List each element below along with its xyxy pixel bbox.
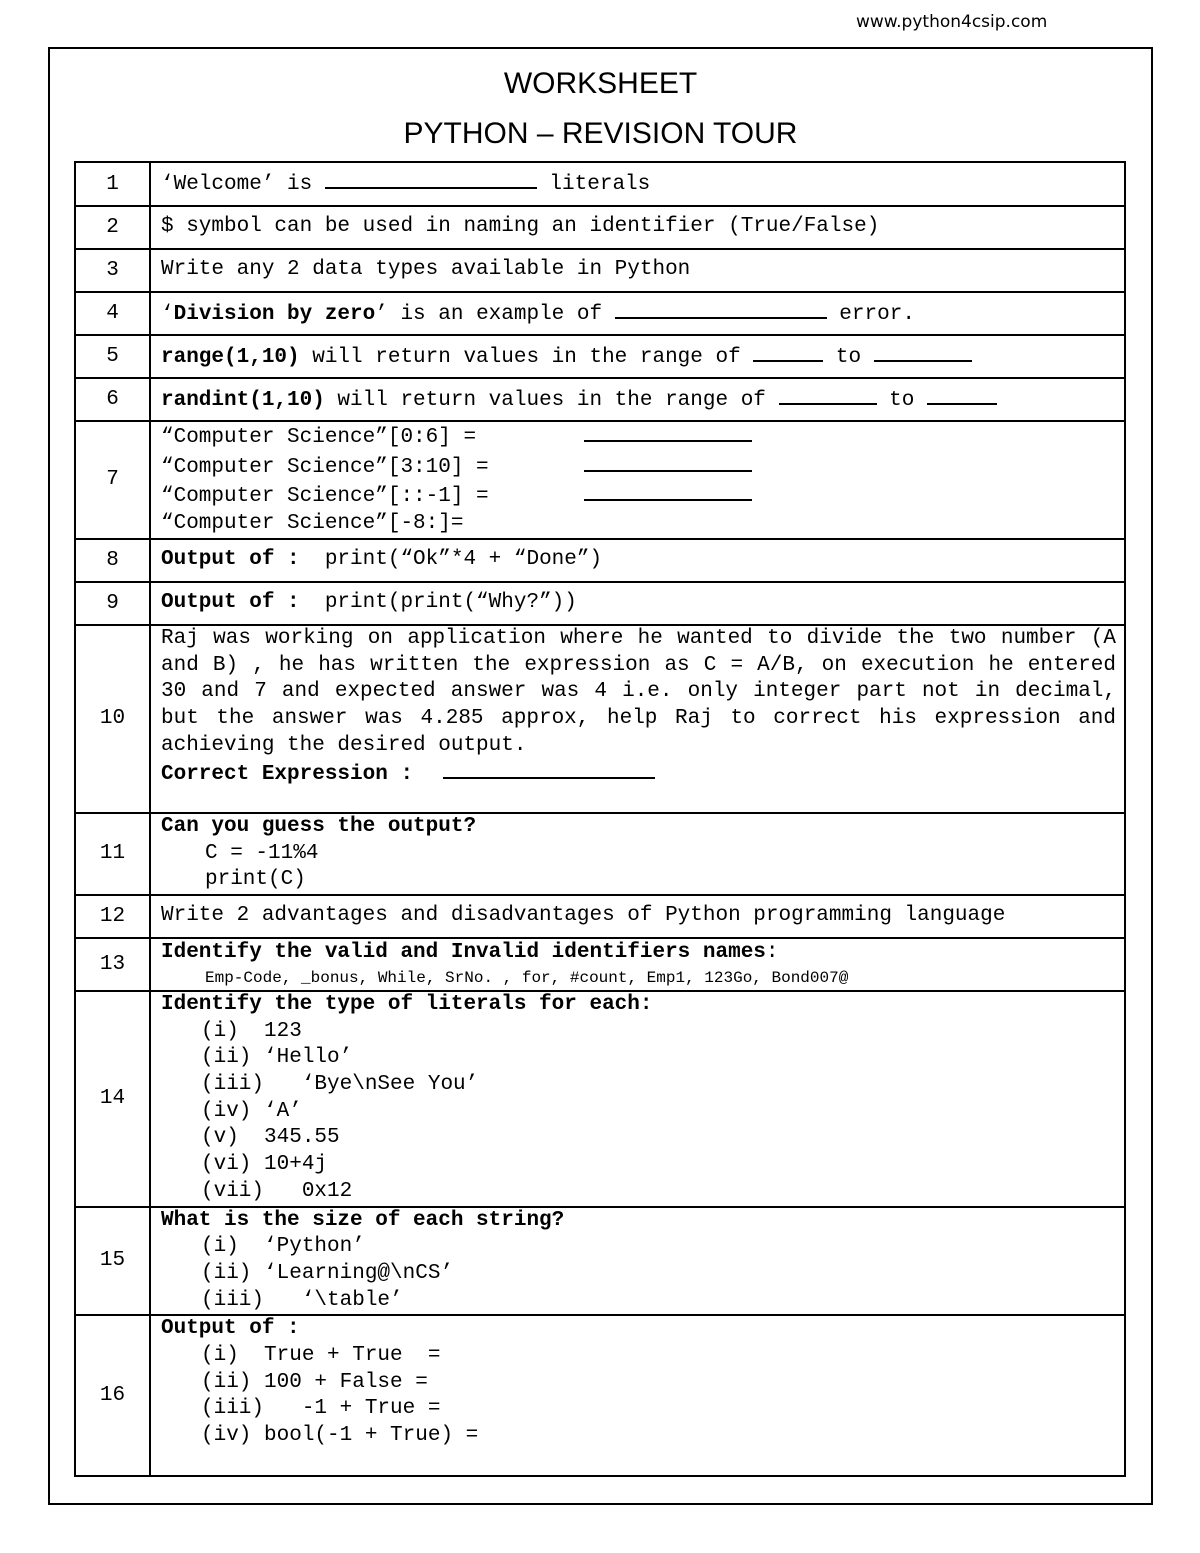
question-row-2 xyxy=(75,206,1125,249)
q9-code: print(print(“Why?”)) xyxy=(299,590,577,614)
q7-line xyxy=(161,452,1116,482)
question-row-8 xyxy=(75,539,1125,582)
q4-text-end: error. xyxy=(826,302,915,326)
answer-blank xyxy=(584,481,752,501)
question-number: 1 xyxy=(75,162,150,206)
question-number: 13 xyxy=(75,938,150,991)
question-text xyxy=(150,991,1125,1207)
q11-code-line: C = -11%4 xyxy=(205,841,319,865)
q5-text-mid: will return values in the range of xyxy=(299,345,754,369)
q6-text-mid: will return values in the range of xyxy=(324,388,779,412)
question-number: 16 xyxy=(75,1315,150,1476)
q4-bold-term: Division by zero xyxy=(173,302,376,326)
worksheet-subtitle: PYTHON – REVISION TOUR xyxy=(403,117,798,150)
q15-item: (ii) ‘Learning@\nCS’ xyxy=(201,1261,454,1285)
question-row-12 xyxy=(75,895,1125,938)
q8-code: print(“Ok”*4 + “Done”) xyxy=(299,547,603,571)
question-row-9 xyxy=(75,582,1125,625)
q7-expr: “Computer Science”[0:6] = xyxy=(161,426,477,449)
question-number: 10 xyxy=(75,625,150,813)
q8-label: Output of : xyxy=(161,547,300,571)
question-text xyxy=(150,335,1125,378)
question-row-13 xyxy=(75,938,1125,991)
q15-item: (i) ‘Python’ xyxy=(201,1235,365,1259)
question-number: 8 xyxy=(75,539,150,582)
q11-heading: Can you guess the output? xyxy=(161,814,477,838)
question-text xyxy=(150,1207,1125,1316)
q14-item: (iv) ‘A’ xyxy=(201,1099,302,1123)
q13-items: Emp-Code, _bonus, While, SrNo. , for, #count, Emp1, 123Go, Bond007@ xyxy=(205,968,849,987)
question-number: 12 xyxy=(75,895,150,938)
q16-item: (i) True + True = xyxy=(201,1344,441,1368)
q4-text-mid: ’ is an example of xyxy=(375,302,615,326)
question-text xyxy=(150,162,1125,206)
q15-heading: What is the size of each string? xyxy=(161,1208,565,1232)
site-url: www.python4csip.com xyxy=(856,12,1048,32)
question-text: Write any 2 data types available in Python xyxy=(150,249,1125,292)
q16-item: (iv) bool(-1 + True) = xyxy=(201,1424,479,1448)
question-text xyxy=(150,539,1125,582)
q16-item: (iii) -1 + True = xyxy=(201,1397,441,1421)
answer-blank xyxy=(325,169,537,189)
worksheet-frame xyxy=(48,47,1153,1505)
q14-item: (i) 123 xyxy=(201,1019,302,1043)
q16-item: (ii) 100 + False = xyxy=(201,1370,428,1394)
q16-heading: Output of : xyxy=(161,1317,300,1341)
question-number: 6 xyxy=(75,378,150,421)
question-text xyxy=(150,378,1125,421)
q14-item: (v) 345.55 xyxy=(201,1126,340,1150)
q13-heading-line xyxy=(161,940,1116,967)
answer-blank xyxy=(874,342,972,362)
q15-item: (iii) ‘\table’ xyxy=(201,1288,403,1312)
question-row-14 xyxy=(75,991,1125,1207)
question-text xyxy=(150,625,1125,813)
q6-bold-term: randint(1,10) xyxy=(161,388,325,412)
question-row-5 xyxy=(75,335,1125,378)
question-text: $ symbol can be used in naming an identifier (True/False) xyxy=(150,206,1125,249)
question-text xyxy=(150,292,1125,335)
q10-paragraph: Raj was working on application where he wanted to divide the two number (A and B) , he has written the expression as C = A/B, on execution he entered 30 and 7 and expected answer was 4 i.e. only integer part not in decimal, but the answer was 4.285 approx, help Raj to correct his expression and achieving the desired output. xyxy=(161,626,1116,757)
q4-quote-open: ‘ xyxy=(161,302,174,326)
answer-blank xyxy=(584,452,752,472)
q7-line xyxy=(161,481,1116,511)
question-number: 4 xyxy=(75,292,150,335)
question-text xyxy=(150,938,1125,991)
q1-text-start: ‘Welcome’ is xyxy=(161,173,325,197)
question-number: 2 xyxy=(75,206,150,249)
question-number: 11 xyxy=(75,813,150,895)
q7-line xyxy=(161,422,1116,452)
q13-colon: : xyxy=(765,941,779,965)
question-row-1 xyxy=(75,162,1125,206)
question-number: 5 xyxy=(75,335,150,378)
q1-text-end: literals xyxy=(536,173,651,197)
question-row-3 xyxy=(75,249,1125,292)
question-row-6 xyxy=(75,378,1125,421)
q14-item: (ii) ‘Hello’ xyxy=(201,1046,353,1070)
question-table xyxy=(74,161,1126,1477)
q10-answer-line xyxy=(161,759,1116,789)
q13-heading: Identify the valid and Invalid identifiers names xyxy=(161,941,766,965)
q7-line xyxy=(161,511,1116,538)
question-row-11 xyxy=(75,813,1125,895)
question-number: 3 xyxy=(75,249,150,292)
q5-to: to xyxy=(823,345,874,369)
q14-item: (iii) ‘Bye\nSee You’ xyxy=(201,1073,479,1097)
question-text xyxy=(150,582,1125,625)
q6-to: to xyxy=(876,388,927,412)
answer-blank xyxy=(443,759,655,779)
answer-blank xyxy=(779,385,877,405)
q14-item: (vii) 0x12 xyxy=(201,1179,353,1203)
question-number: 14 xyxy=(75,991,150,1207)
question-number: 9 xyxy=(75,582,150,625)
answer-blank xyxy=(615,299,827,319)
worksheet-title: WORKSHEET xyxy=(503,67,698,100)
q14-heading: Identify the type of literals for each: xyxy=(161,992,653,1016)
q7-expr: “Computer Science”[-8:]= xyxy=(161,512,464,536)
q7-expr: “Computer Science”[::-1] = xyxy=(161,485,489,509)
question-row-7 xyxy=(75,421,1125,539)
q9-label: Output of : xyxy=(161,590,300,614)
q14-item: (vi) 10+4j xyxy=(201,1153,328,1177)
answer-blank xyxy=(753,342,823,362)
question-row-4 xyxy=(75,292,1125,335)
question-text: Write 2 advantages and disadvantages of Python programming language xyxy=(150,895,1125,938)
question-row-10 xyxy=(75,625,1125,813)
q10-label: Correct Expression : xyxy=(161,763,414,787)
question-number: 7 xyxy=(75,421,150,539)
answer-blank xyxy=(584,422,752,442)
q7-expr: “Computer Science”[3:10] = xyxy=(161,455,489,479)
q5-bold-term: range(1,10) xyxy=(161,345,300,369)
q11-code-line: print(C) xyxy=(205,868,306,892)
question-row-15 xyxy=(75,1207,1125,1316)
answer-blank xyxy=(927,385,997,405)
question-number: 15 xyxy=(75,1207,150,1316)
question-text xyxy=(150,421,1125,539)
question-row-16 xyxy=(75,1315,1125,1476)
question-text xyxy=(150,813,1125,895)
question-text xyxy=(150,1315,1125,1476)
